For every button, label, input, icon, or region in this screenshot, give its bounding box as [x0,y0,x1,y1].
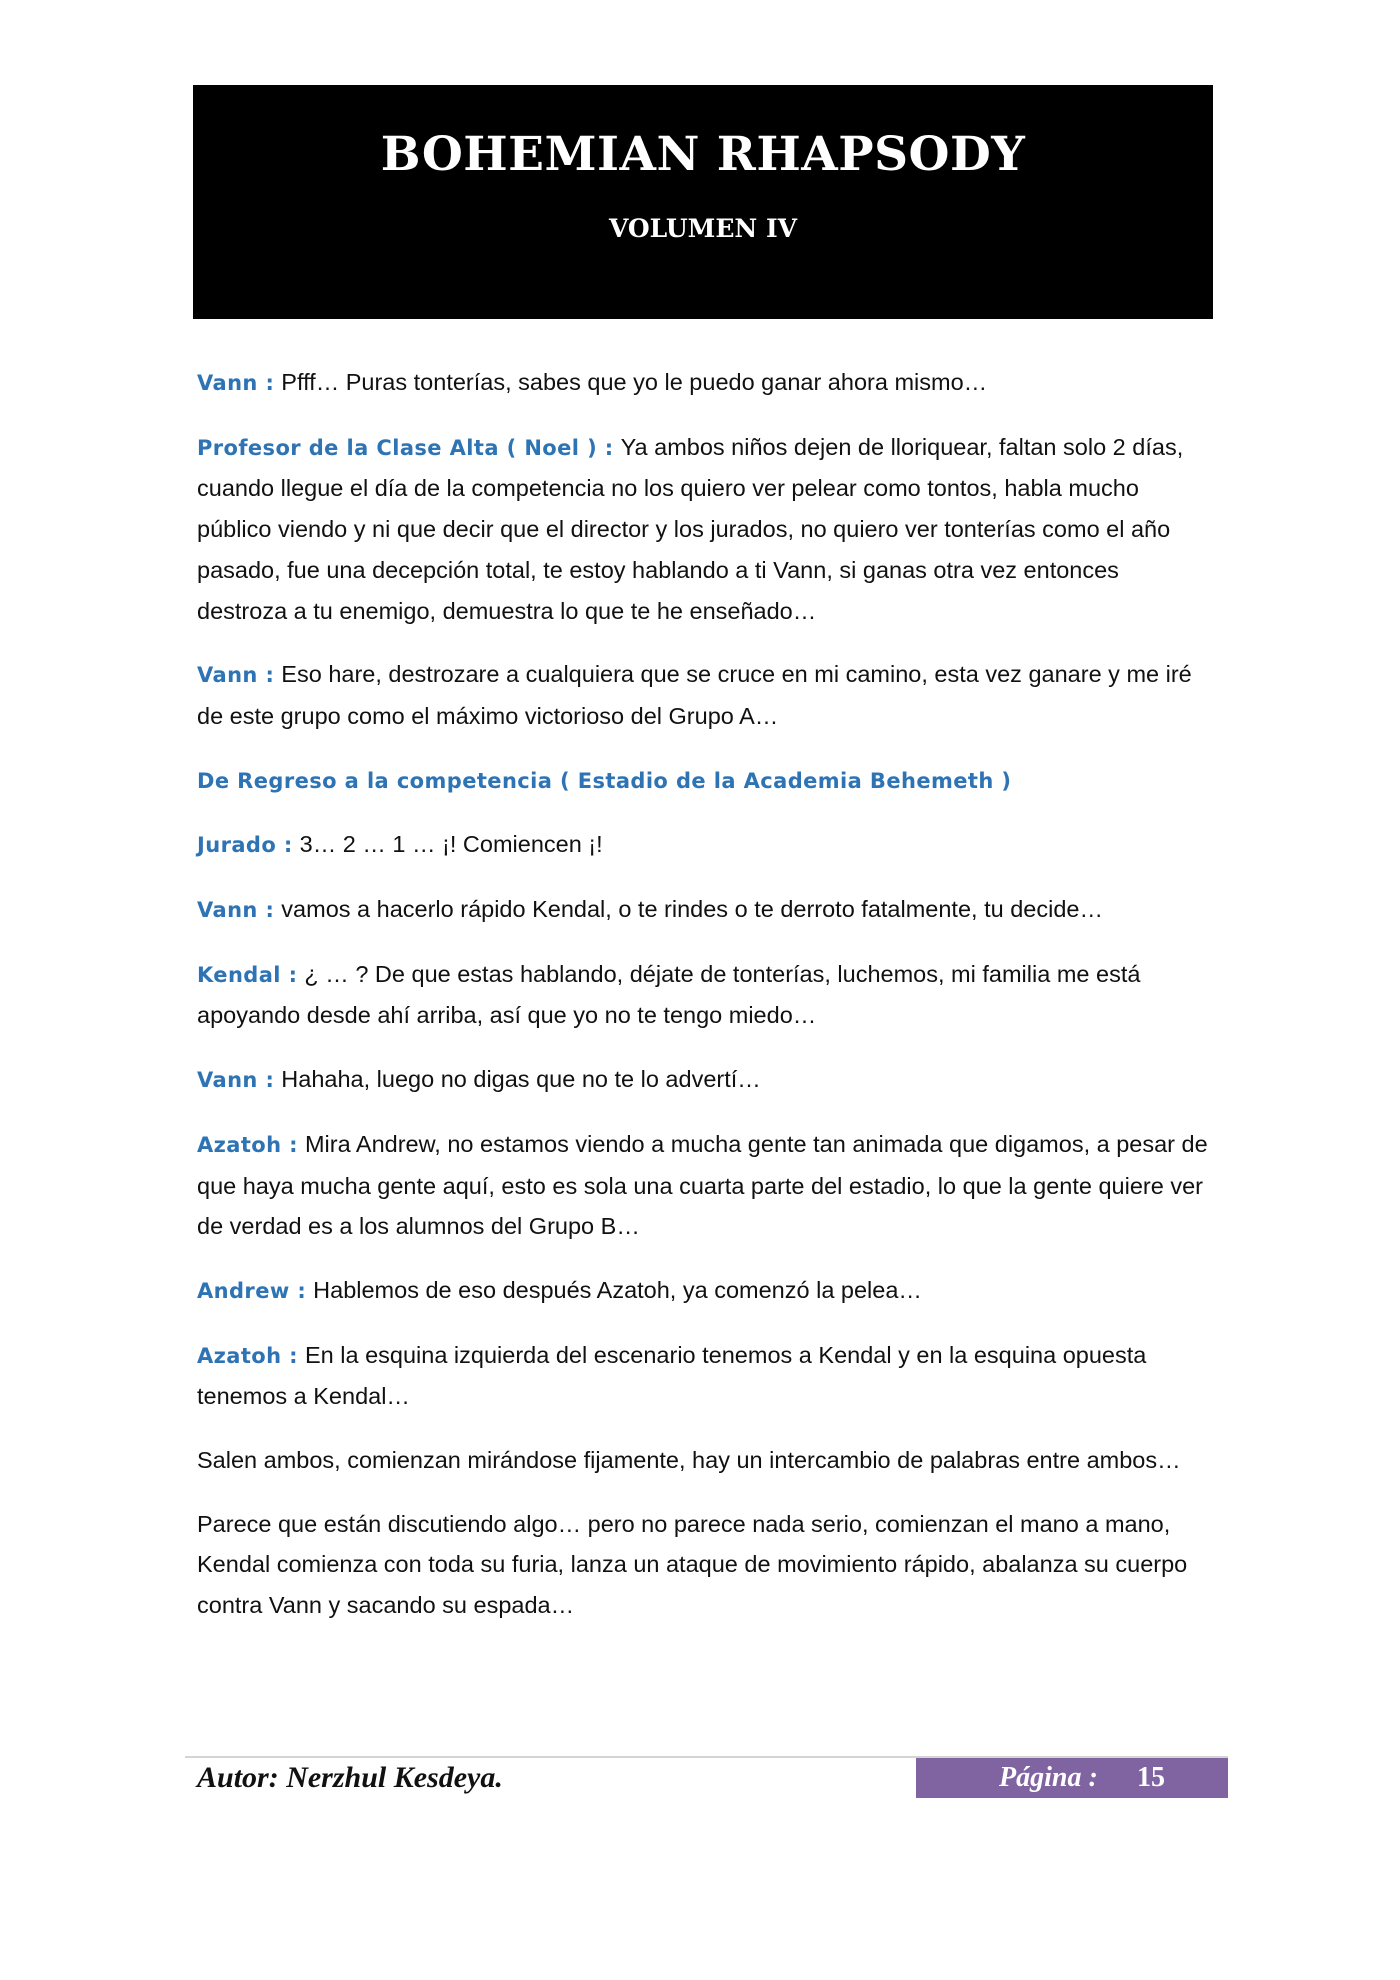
page-number: 15 [1137,1762,1165,1793]
speaker-name: Vann : [197,371,275,395]
dialogue-line [197,1059,1215,1101]
dialogue-text: Mira Andrew, no estamos viendo a mucha gente tan animada que digamos, a pesar de que haya mucha gente aquí, esto es sola una cuarta parte del estadio, lo que la gente quiere ver de verdad es a los alumnos del Grupo B… [197,1130,1208,1240]
narration-text: Salen ambos, comienzan mirándose fijamente, hay un intercambio de palabras entre ambos… [197,1447,1181,1474]
speaker-name: Jurado : [197,833,293,858]
dialogue-text: Pfff… Puras tonterías, sabes que yo le puedo ganar ahora mismo… [281,369,988,395]
speaker-name: Vann : [197,663,275,688]
narration-text: Parece que están discutiendo algo… pero no parece nada serio, comienzan el mano a mano, Kendal comienza con toda su furia, lanza un ataque de movimiento rápido, abalanza su cuerpo contra Vann y sacando su espada… [197,1510,1188,1619]
speaker-name: Azatoh : [197,1132,298,1157]
speaker-name: Profesor de la Clase Alta ( Noel ) : [197,435,614,460]
dialogue-text: vamos a hacerlo rápido Kendal, o te rindes o te derroto fatalmente, tu decide… [281,896,1103,923]
dialogue-line [197,1335,1215,1417]
dialogue-line [197,889,1215,931]
footer-author: Autor: Nerzhul Kesdeya. [197,1761,503,1794]
dialogue-text: ¿ … ? De que estas hablando, déjate de tonterías, luchemos, mi familia me está apoyando desde ahí arriba, así que yo no te tengo miedo… [197,960,1141,1029]
dialogue-line [197,427,1215,632]
dialogue-line [197,1270,1215,1312]
dialogue-text: 3… 2 … 1 … ¡! Comiencen ¡! [299,831,603,858]
speaker-name: Vann : [197,1068,275,1093]
page-number-badge [916,1758,1228,1798]
dialogue-line [197,824,1215,866]
scene-heading-text: De Regreso a la competencia ( Estadio de la Academia Behemeth ) [197,768,1012,793]
dialogue-text: Hablemos de eso después Azatoh, ya comenzó la pelea… [313,1276,922,1303]
narration-paragraph [197,1440,1215,1481]
dialogue-line [197,1124,1215,1247]
speaker-name: Vann : [197,898,275,923]
title-banner [193,85,1213,319]
speaker-name: Azatoh : [197,1343,298,1368]
dialogue-line [197,362,1215,404]
page-body [197,362,1215,1649]
narration-paragraph [197,1504,1215,1626]
speaker-name: Andrew : [197,1278,307,1303]
dialogue-line [197,954,1215,1036]
dialogue-text: En la esquina izquierda del escenario tenemos a Kendal y en la esquina opuesta tenemos a Kendal… [197,1341,1147,1410]
scene-heading [197,760,1215,802]
dialogue-text: Hahaha, luego no digas que no te lo advertí… [281,1066,761,1093]
page-label: Página : [999,1762,1098,1793]
dialogue-text: Ya ambos niños dejen de lloriquear, faltan solo 2 días, cuando llegue el día de la competencia no los quiero ver pelear como tontos, habla mucho público viendo y ni que decir que el director y los jurados, no quiero ver tonterías como el año pasado, fue una decepción total, te estoy hablando a ti Vann, si ganas otra vez entonces destroza a tu enemigo, demuestra lo que te he enseñado… [197,433,1184,624]
volume-subtitle: VOLUMEN IV [608,214,798,243]
book-title: BOHEMIAN RHAPSODY [380,127,1026,182]
dialogue-text: Eso hare, destrozare a cualquiera que se cruce en mi camino, esta vez ganare y me iré de este grupo como el máximo victorioso del Grupo A… [197,661,1192,729]
dialogue-line [197,654,1215,736]
speaker-name: Kendal : [197,962,298,987]
